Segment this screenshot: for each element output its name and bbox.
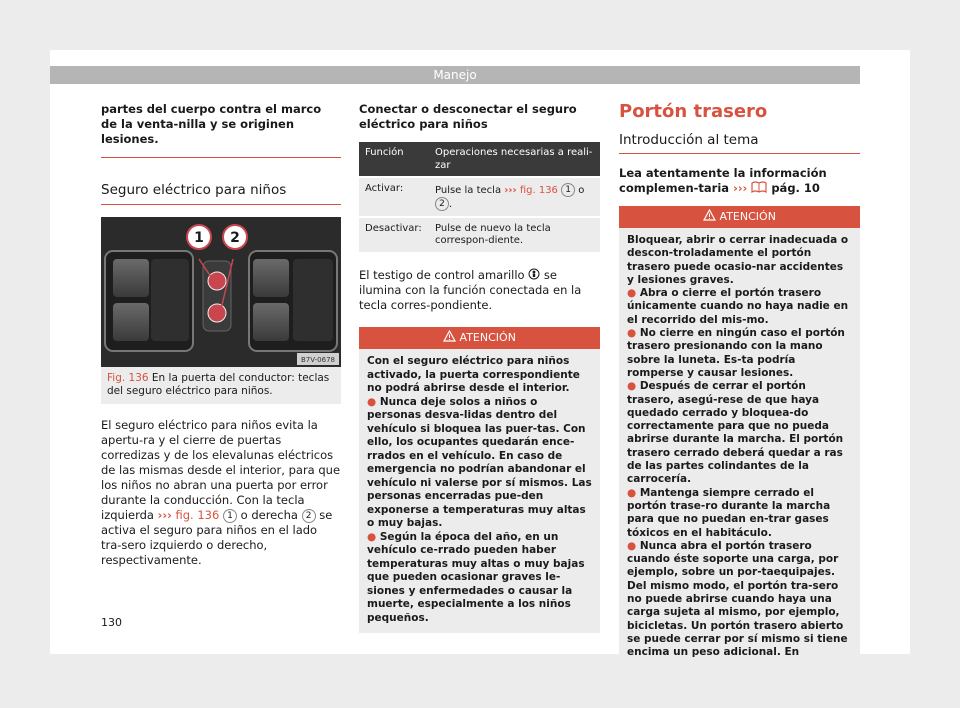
body-paragraph: [101, 418, 341, 568]
row1-text: Pulse la tecla: [435, 185, 502, 196]
warning-bullet-text: Según la época del año, en un vehículo ce-rrado pueden haber temperaturas muy altas o muy bajas que pueden ocasionar graves le-siones y enfermedades o causar la muerte, especialmente a los niños pequeños.: [367, 530, 585, 624]
callout-ref-2: 2: [435, 197, 449, 211]
caption-text: En la puerta del conductor: teclas del seguro eléctrico para niños.: [107, 372, 330, 397]
table-header-operations: Operaciones necesarias a reali-zar: [429, 142, 600, 177]
table-row: [359, 177, 600, 217]
warning-bullet: ● Según la época del año, en un vehículo ce-rrado pueden haber temperaturas muy altas o muy bajas que pueden ocasionar graves le-siones y enfermedades o causar la muerte, especialmente a los niños pequeños.: [367, 530, 585, 624]
continued-warning-text: partes del cuerpo contra el marco de la venta-nilla y se originen lesiones.: [101, 100, 341, 158]
child-lock-indicator-icon: [528, 268, 540, 280]
body-text-or: o derecha: [240, 508, 298, 522]
intro-paragraph: [619, 166, 860, 196]
warning-bullet: ● Después de cerrar el portón trasero, asegú-rese de que haya quedado cerrado y bloquea-do correctamente para que no pueda abrirse durante la marcha. El portón trasero cerrado deberá quedar a ras de las partes colindantes de la carrocería.: [627, 380, 844, 486]
chapter-title: Portón trasero: [619, 101, 768, 122]
warning-bullet-text: Después de cerrar el portón trasero, asegú-rese de que haya quedado cerrado y bloquea-do correctamente para que no pueda abrirse durante la marcha. El portón trasero cerrado deberá quedar a ras de las partes colindantes de la carrocería.: [627, 380, 844, 486]
page-number: 130: [101, 616, 122, 629]
table-title: Conectar o desconectar el seguro eléctrico para niños: [359, 102, 577, 131]
arrow-link-icon: ›››: [733, 181, 748, 195]
caption-label: Fig. 136: [107, 372, 149, 384]
warning-bullet-text: Abra o cierre el portón trasero únicamente cuando no haya nadie en el recorrido del mis-mo.: [627, 287, 849, 326]
warning-triangle-icon: [443, 330, 456, 342]
page-ref-link[interactable]: pág. 10: [771, 181, 820, 195]
book-icon: [751, 181, 767, 193]
figure-caption: [101, 367, 341, 404]
arrow-link-icon: ›››: [504, 185, 517, 196]
warning-body: [359, 349, 600, 633]
figure-code: B7V-0678: [301, 356, 335, 364]
warning-header: [619, 206, 860, 228]
body-text-2: se activa el seguro para niños en el lado tra-sero izquierdo o derecho, respectivamente.: [101, 508, 333, 567]
row-label-deactivate: Desactivar:: [359, 217, 429, 252]
callout-2: 2: [230, 230, 240, 246]
row1-end: .: [449, 199, 453, 210]
warning-box-tailgate: [619, 206, 860, 668]
warning-body: [619, 228, 860, 668]
callout-ref-1: 1: [561, 183, 575, 197]
warning-bullet-text: No cierre en ningún caso el portón trasero presionando con la mano sobre la luneta. Es-ta podría romperse y causar lesiones.: [627, 327, 845, 379]
warning-bullet-text: Nunca deje solos a niños o personas desva-lidas dentro del vehículo si bloquea las puer-tas. Con ello, los ocupantes quedarán ence-rrados en el vehículo. En caso de emergencia no podrían abandonar el vehículo ni valerse por sí mismos. Las personas encerradas pue-den exponerse a temperaturas muy altas o muy bajas.: [367, 395, 592, 529]
indicator-paragraph: [359, 268, 600, 313]
warning-box-child-lock: [359, 327, 600, 633]
warning-bullet-text: Nunca abra el portón trasero cuando éste soporte una carga, por ejemplo, sobre un por-taequipajes. Del mismo modo, el portón tra-sero no puede abrirse cuando haya una carga sujeta al mismo, por ejemplo, bicicletas. Un portón trasero abierto se puede cerrar por sí mismo si tiene encima un peso adicional. En: [627, 539, 848, 659]
callout-ref-1: 1: [223, 509, 237, 523]
callout-1: 1: [194, 230, 204, 246]
row1-or: o: [578, 185, 585, 196]
running-header: Manejo: [50, 66, 860, 84]
warning-bullet: ● Mantenga siempre cerrado el portón trase-ro durante la marcha para que no puedan en-trar gases tóxicos en el habitáculo.: [627, 486, 831, 539]
warning-title: ATENCIÓN: [459, 331, 516, 344]
column-1: [101, 100, 341, 568]
row-text-activate: [429, 177, 600, 217]
warning-bullet: ● Abra o cierre el portón trasero únicamente cuando no haya nadie en el recorrido del mis-mo.: [627, 287, 849, 326]
warning-triangle-icon: [703, 209, 716, 221]
callout-ref-2: 2: [302, 509, 316, 523]
subsection-title: Introducción al tema: [619, 132, 860, 154]
section-title: Seguro eléctrico para niños: [101, 182, 341, 205]
warning-intro: Con el seguro eléctrico para niños activado, la puerta correspondiente no podrá abrirse desde el interior.: [367, 355, 580, 394]
row-text-deactivate: Pulse de nuevo la tecla correspon-diente.: [429, 217, 600, 252]
warning-intro: Bloquear, abrir o cerrar inadecuada o descon-troladamente el portón trasero puede ocasio-nar accidentes y lesiones graves.: [627, 234, 849, 286]
row-label-activate: Activar:: [359, 177, 429, 217]
body-text-1: El seguro eléctrico para niños evita la apertu-ra y el cierre de puertas corredizas y de los elevalunas eléctricos de las mismas desde el interior, para que los niños no abran una puerta por error durante la conducción. Con la tecla izquierda: [101, 418, 341, 522]
warning-header: [359, 327, 600, 349]
intro-text: Lea atentamente la información complemen-taria: [619, 166, 827, 195]
warning-bullet: ● Nunca deje solos a niños o personas desva-lidas dentro del vehículo si bloquea las puer-tas. Con ello, los ocupantes quedarán ence-rrados en el vehículo. En caso de emergencia no podrían abandonar el vehículo ni valerse por sí mismos. Las personas encerradas pue-den exponerse a temperaturas muy altas o muy bajas.: [367, 395, 592, 529]
table-row: [359, 217, 600, 252]
fig-ref-link[interactable]: fig. 136: [175, 508, 220, 522]
table-header-function: Función: [359, 142, 429, 177]
indicator-text-b: se ilumina con la función conectada en la tecla corres-pondiente.: [359, 268, 582, 312]
warning-title: ATENCIÓN: [719, 210, 776, 223]
indicator-text-a: El testigo de control amarillo: [359, 268, 525, 282]
child-lock-table: [359, 142, 600, 252]
fig-ref-link[interactable]: fig. 136: [519, 185, 558, 196]
warning-bullet: ● No cierre en ningún caso el portón trasero presionando con la mano sobre la luneta. Es-ta podría romperse y causar lesiones.: [627, 327, 845, 379]
column-2: [359, 100, 600, 633]
arrow-link-icon: ›››: [157, 508, 172, 522]
warning-bullet-text: Mantenga siempre cerrado el portón trase-ro durante la marcha para que no puedan en-trar gases tóxicos en el habitáculo.: [627, 486, 831, 539]
figure-window-switches: [101, 217, 341, 367]
column-3: [619, 100, 860, 668]
door-switch-illustration: [101, 217, 341, 367]
warning-bullet: ● Nunca abra el portón trasero cuando éste soporte una carga, por ejemplo, sobre un por-taequipajes. Del mismo modo, el portón tra-sero no puede abrirse cuando haya una carga sujeta al mismo, por ejemplo, bicicletas. Un portón trasero abierto se puede cerrar por sí mismo si tiene encima un peso adicional. En: [627, 539, 848, 659]
